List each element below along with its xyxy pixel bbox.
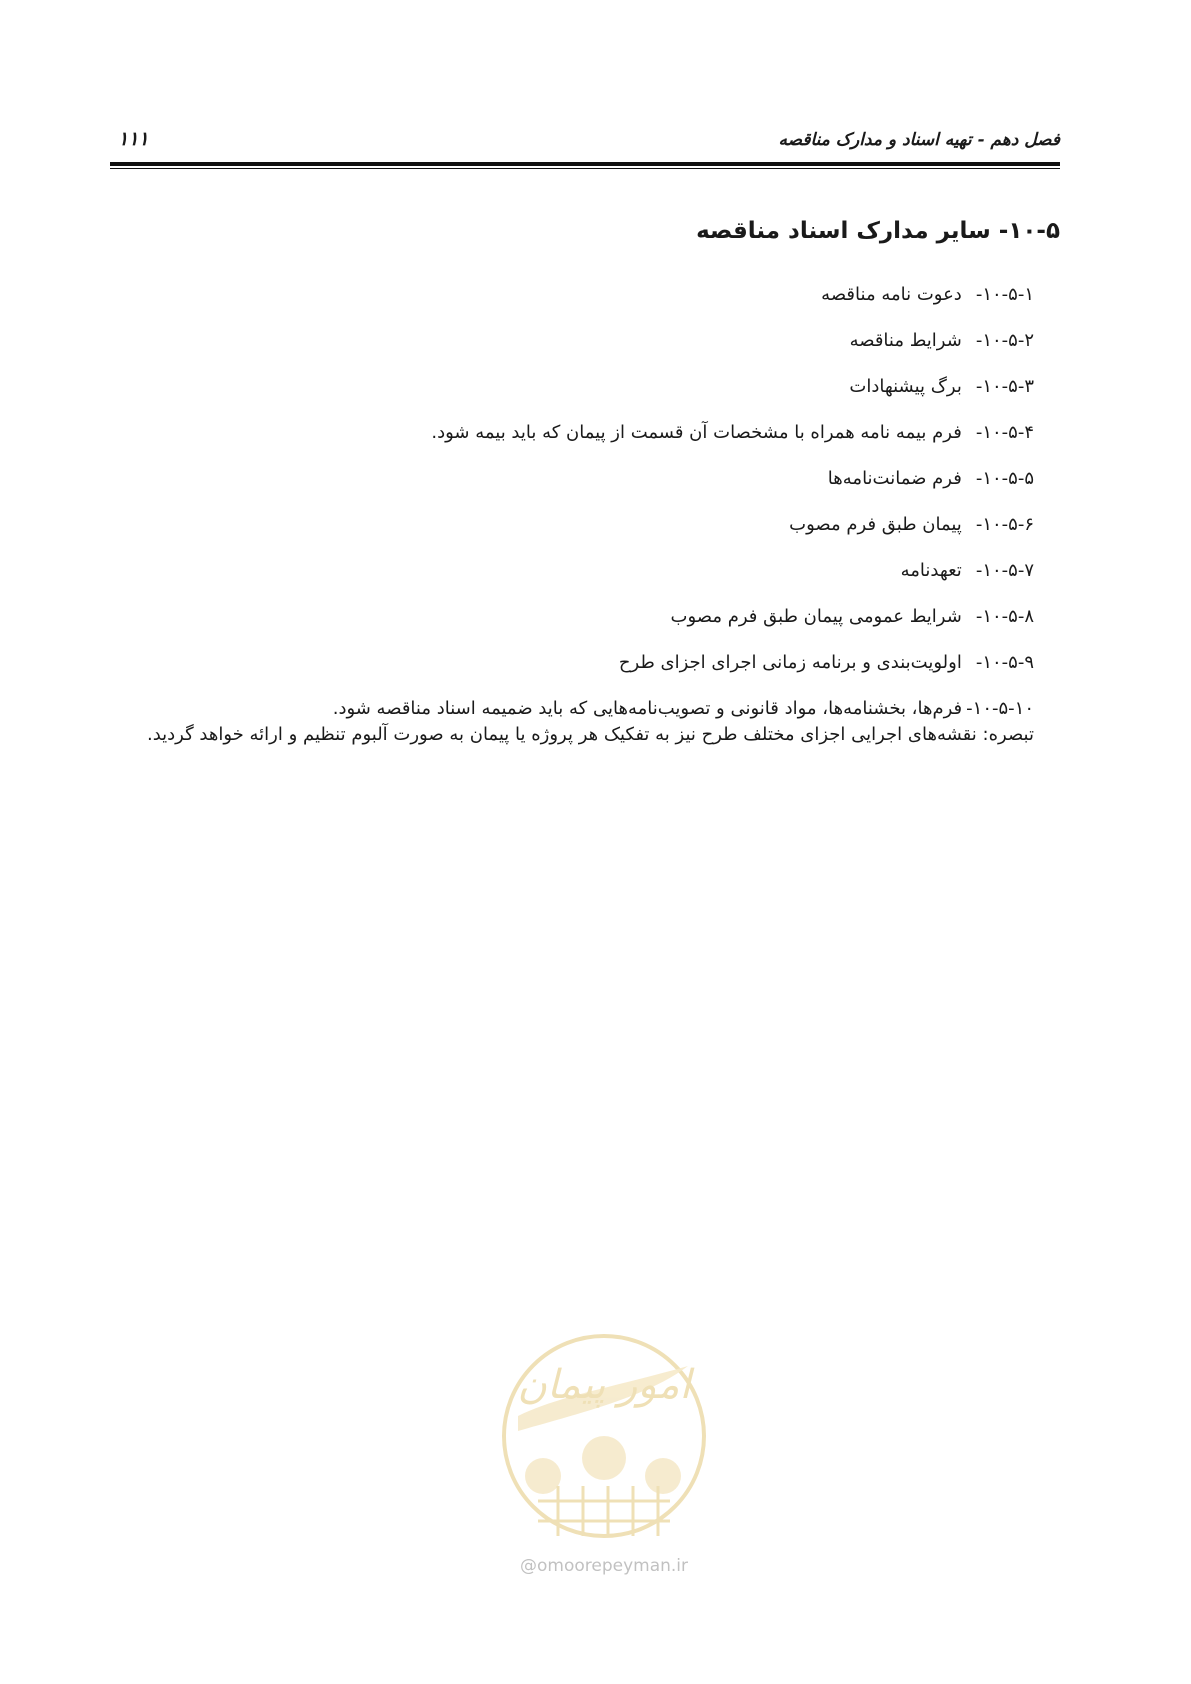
item-text: فرم‌ها، بخشنامه‌ها، مواد قانونی و تصویب‌نامه‌هایی که باید ضمیمه اسناد مناقصه شود. <box>332 698 963 719</box>
header-divider-thin <box>110 168 1060 169</box>
item-number: ۱۰-۵-۱۰- <box>966 698 1034 719</box>
document-list <box>134 282 1034 742</box>
item-text: فرم بیمه نامه همراه با مشخصات آن قسمت از پیمان که باید بیمه شود. <box>431 422 962 443</box>
item-text: برگ پیشنهادات <box>849 376 962 397</box>
list-item <box>134 650 1034 696</box>
list-item <box>134 466 1034 512</box>
list-item <box>134 282 1034 328</box>
item-number: ۱۰-۵-۴- <box>975 422 1034 443</box>
watermark-caption: @omoorepeyman.ir <box>519 1556 689 1576</box>
page-header <box>110 124 1060 164</box>
item-text: شرایط عمومی پیمان طبق فرم مصوب <box>670 606 962 627</box>
watermark <box>498 1326 710 1596</box>
list-item <box>134 558 1034 604</box>
item-number: ۱۰-۵-۶- <box>975 514 1034 535</box>
list-item <box>134 512 1034 558</box>
section-heading: ۱۰-۵- سایر مدارک اسناد مناقصه <box>696 218 1060 244</box>
header-divider-thick <box>110 162 1060 166</box>
list-item <box>134 328 1034 374</box>
item-text: اولویت‌بندی و برنامه زمانی اجرای اجزای طرح <box>618 652 962 673</box>
item-number: ۱۰-۵-۹- <box>975 652 1034 673</box>
item-number: ۱۰-۵-۵- <box>975 468 1034 489</box>
page-number: ۱۱۱ <box>118 128 149 150</box>
item-number: ۱۰-۵-۷- <box>975 560 1034 581</box>
list-item <box>134 420 1034 466</box>
list-item <box>134 374 1034 420</box>
item-text: پیمان طبق فرم مصوب <box>789 514 962 535</box>
item-number: ۱۰-۵-۸- <box>975 606 1034 627</box>
item-number: ۱۰-۵-۱- <box>975 284 1034 305</box>
watermark-logo-icon <box>498 1326 710 1556</box>
watermark-logo-text: امور پیمان <box>517 1362 691 1408</box>
chapter-title: فصل دهم - تهیه اسناد و مدارک مناقصه <box>778 130 1060 150</box>
item-text: دعوت نامه مناقصه <box>821 284 962 305</box>
note-paragraph: تبصره: نقشه‌های اجرایی اجزای مختلف طرح نیز به تفکیک هر پروژه یا پیمان به صورت آلبوم تنظیم و ارائه خواهد گردید. <box>146 724 1034 745</box>
item-text: شرایط مناقصه <box>849 330 962 351</box>
list-item <box>134 604 1034 650</box>
item-number: ۱۰-۵-۳- <box>975 376 1034 397</box>
item-number: ۱۰-۵-۲- <box>975 330 1034 351</box>
item-text: تعهدنامه <box>900 560 962 581</box>
item-text: فرم ضمانت‌نامه‌ها <box>827 468 962 489</box>
